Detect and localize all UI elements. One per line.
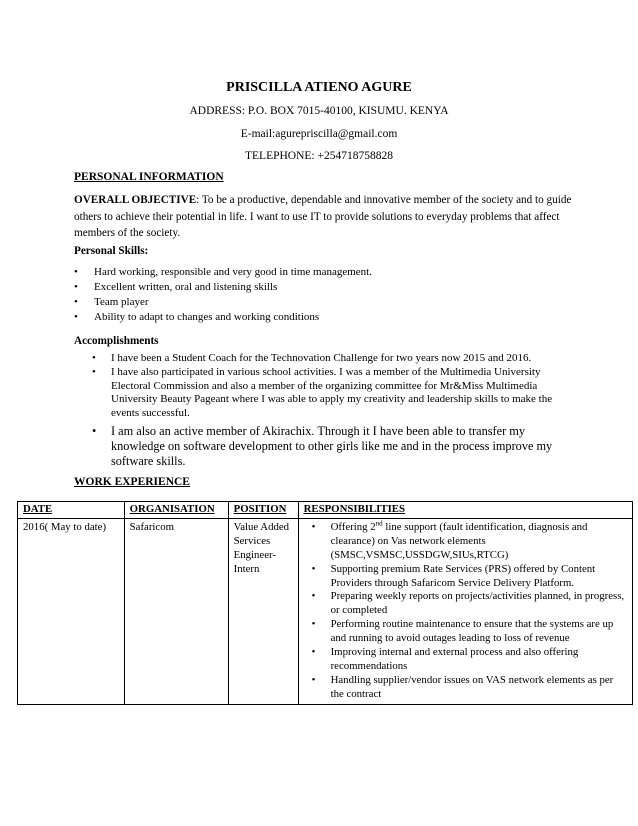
objective-label: OVERALL OBJECTIVE	[74, 194, 197, 206]
list-item: • I have been a Student Coach for the Technovation Challenge for two years now 2015 and 2016.	[92, 352, 532, 364]
list-item: • I am also an active member of Akirachix. Through it I have been able to transfer my knowledge on software development to other girls like me and in the process improve my software skills.	[92, 423, 553, 468]
bullet-icon: •	[92, 423, 97, 438]
skills-list	[74, 265, 574, 325]
table-header-row	[18, 502, 633, 519]
bullet-icon: •	[74, 266, 78, 278]
list-item: • Handling supplier/vendor issues on VAS network elements as per the contract	[311, 673, 614, 700]
bullet-icon: •	[311, 520, 316, 533]
list-item: • Excellent written, oral and listening skills	[74, 281, 278, 293]
bullet-icon: •	[92, 352, 96, 364]
bullet-icon: •	[311, 590, 316, 603]
list-item: • Ability to adapt to changes and working conditions	[74, 311, 320, 323]
cell-organisation: Safaricom	[124, 518, 228, 704]
table-row	[18, 518, 633, 704]
column-header-date: DATE	[18, 502, 125, 519]
candidate-name: PRISCILLA ATIENO AGURE	[226, 80, 412, 95]
list-item: • Team player	[74, 296, 149, 308]
list-item: • Offering 2nd line support (fault identification, diagnosis and clearance) on Vas network elements (SMSC,VSMSC,USSDGW,SIUs,RTCG)	[311, 519, 588, 561]
bullet-icon: •	[74, 296, 78, 308]
accomplishments-list	[92, 352, 568, 469]
bullet-icon: •	[92, 365, 96, 378]
bullet-icon: •	[311, 646, 316, 659]
personal-skills-heading: Personal Skills:	[74, 245, 149, 257]
objective-text: : To be a productive, dependable and innovative member of the society and to guide others to achieve their potential in life. I want to use IT to provide solutions to everyday problems that affect members of the society.	[74, 194, 572, 239]
column-header-responsibilities: RESPONSIBILITIES	[298, 502, 632, 519]
responsibilities-list	[304, 521, 627, 702]
bullet-icon: •	[74, 281, 78, 293]
list-item: • Improving internal and external process and also offering recommendations	[311, 646, 579, 672]
list-item: • I have also participated in various school activities. I was a member of the Multimedia University Electoral Commission and also a member of the organizing committee for Mr&Miss Multimedia University Beauty Pageant where I was able to apply my creativity and leadership skills to make the events successful.	[92, 365, 553, 420]
list-item: • Performing routine maintenance to ensure that the systems are up and running to avoid outages leading to loss of revenue	[311, 618, 614, 645]
column-header-organisation: ORGANISATION	[124, 502, 228, 519]
overall-objective	[74, 192, 574, 242]
column-header-position: POSITION	[228, 502, 298, 519]
cell-responsibilities	[298, 518, 632, 704]
accomplishments-heading: Accomplishments	[74, 335, 159, 347]
address-line: ADDRESS: P.O. BOX 7015-40100, KISUMU. KENYA	[189, 105, 449, 117]
email-line: E-mail:agurepriscilla@gmail.com	[240, 128, 398, 140]
cell-date: 2016( May to date)	[18, 518, 125, 704]
list-item: • Preparing weekly reports on projects/activities planned, in progress, or completed	[311, 590, 625, 617]
list-item: • Supporting premium Rate Services (PRS) offered by Content Providers through Safaricom Service Delivery Platform.	[311, 562, 596, 589]
cell-position: Value Added Services Engineer-Intern	[228, 518, 298, 704]
personal-information-heading: PERSONAL INFORMATION	[74, 171, 224, 183]
list-item: • Hard working, responsible and very good in time management.	[74, 266, 372, 278]
work-experience-heading: WORK EXPERIENCE	[74, 476, 190, 488]
bullet-icon: •	[311, 562, 316, 575]
work-experience-table	[17, 501, 633, 705]
bullet-icon: •	[311, 673, 316, 686]
bullet-icon: •	[74, 311, 78, 323]
bullet-icon: •	[311, 618, 316, 631]
telephone-line: TELEPHONE: +254718758828	[245, 150, 393, 162]
